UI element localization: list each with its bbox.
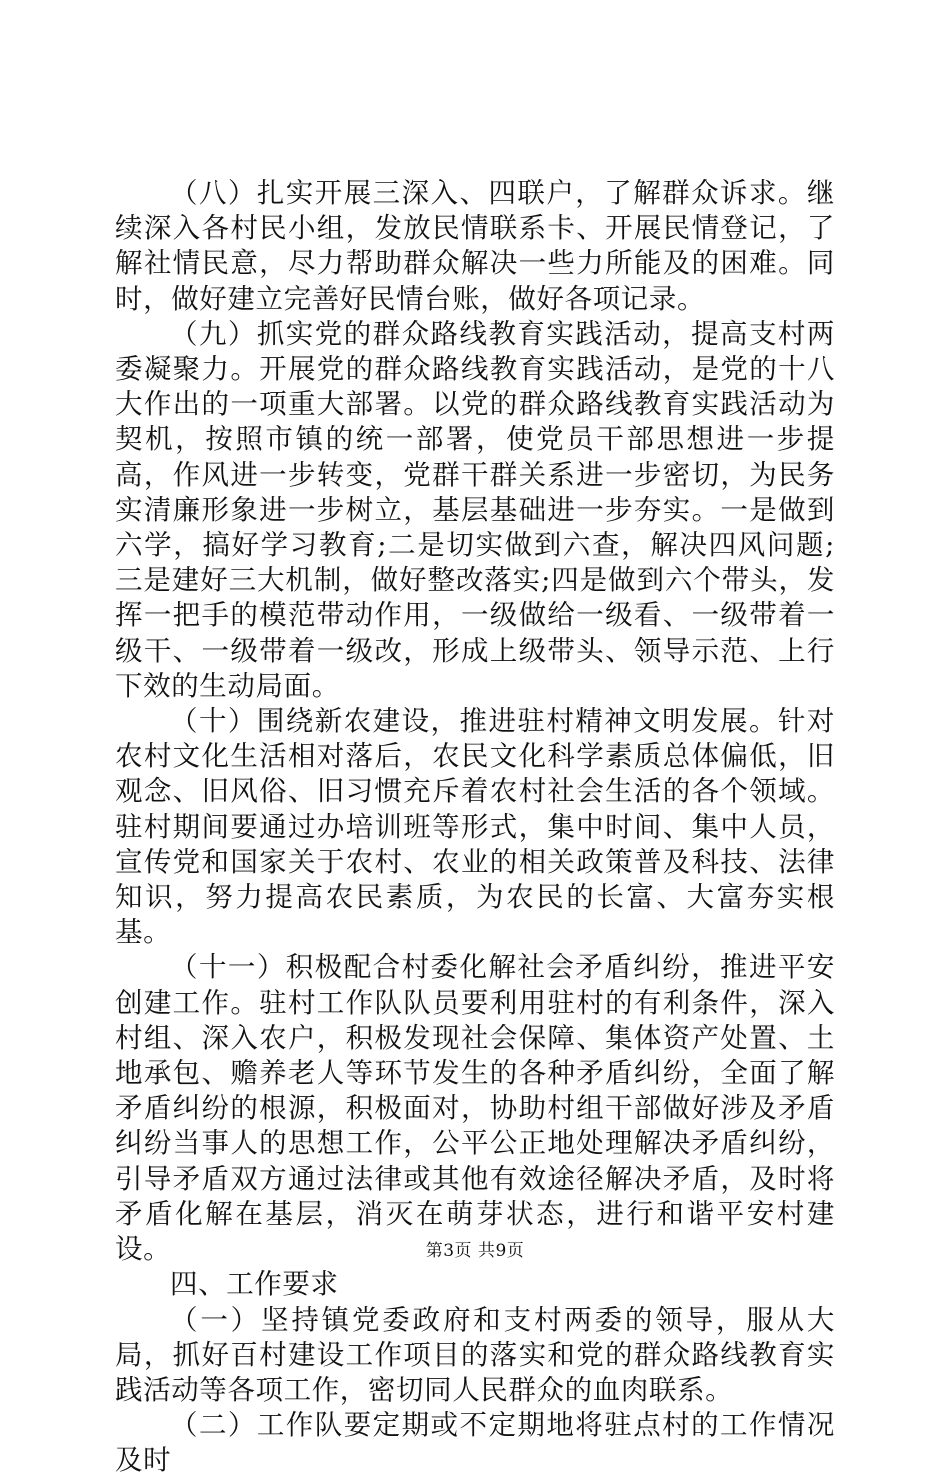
paragraph-10: （十）围绕新农建设，推进驻村精神文明发展。针对农村文化生活相对落后，农民文化科学素质总体偏低，旧观念、旧风俗、旧习惯充斥着农村社会生活的各个领域。驻村期间要通过办培训班等形式，集中时间、集中人员，宣传党和国家关于农村、农业的相关政策普及科技、法律知识，努力提高农民素质，为农民的长富、大富夯实根基。 <box>115 705 835 949</box>
section-heading-work-requirements: 四、工作要求 <box>170 1268 339 1301</box>
requirement-2: （二）工作队要定期或不定期地将驻点村的工作情况及时 <box>115 1409 835 1477</box>
requirement-1: （一）坚持镇党委政府和支村两委的领导，服从大局，抓好百村建设工作项目的落实和党的群众路线教育实践活动等各项工作，密切同人民群众的血肉联系。 <box>115 1303 835 1406</box>
document-body <box>115 176 835 1479</box>
paragraph-8: （八）扎实开展三深入、四联户，了解群众诉求。继续深入各村民小组，发放民情联系卡、开展民情登记，了解社情民意，尽力帮助群众解决一些力所能及的困难。同时，做好建立完善好民情台账，做好各项记录。 <box>115 177 835 315</box>
paragraph-9: （九）抓实党的群众路线教育实践活动，提高支村两委凝聚力。开展党的群众路线教育实践活动，是党的十八大作出的一项重大部署。以党的群众路线教育实践活动为契机，按照市镇的统一部署，使党员干部思想进一步提高，作风进一步转变，党群干群关系进一步密切，为民务实清廉形象进一步树立，基层基础进一步夯实。一是做到六学，搞好学习教育;二是切实做到六查，解决四风问题;三是建好三大机制，做好整改落实;四是做到六个带头，发挥一把手的模范带动作用，一级做给一级看、一级带着一级干、一级带着一级改，形成上级带头、领导示范、上行下效的生动局面。 <box>115 317 835 702</box>
paragraph-11: （十一）积极配合村委化解社会矛盾纠纷，推进平安创建工作。驻村工作队队员要利用驻村的有利条件，深入村组、深入农户，积极发现社会保障、集体资产处置、土地承包、赡养老人等环节发生的各种矛盾纠纷，全面了解矛盾纠纷的根源，积极面对，协助村组干部做好涉及矛盾纠纷当事人的思想工作，公平公正地处理解决矛盾纠纷，引导矛盾双方通过法律或其他有效途径解决矛盾，及时将矛盾化解在基层，消灭在萌芽状态，进行和谐平安村建设。 <box>115 951 835 1266</box>
page-number-footer: 第3页 共9页 <box>425 1241 525 1261</box>
